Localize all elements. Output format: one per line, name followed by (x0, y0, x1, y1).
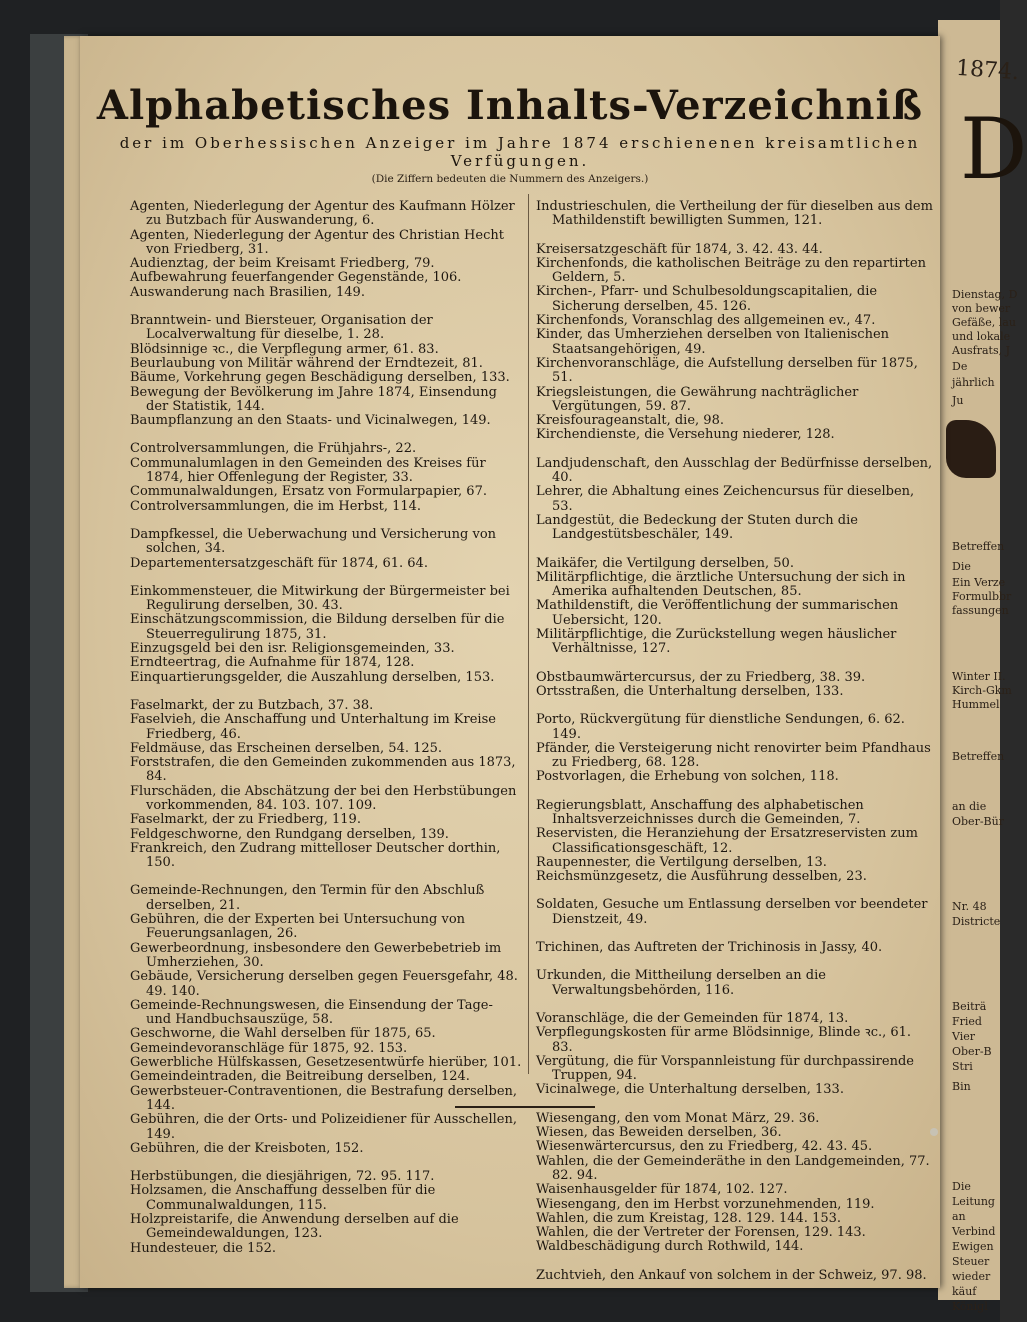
index-entry: Reichsmünzgesetz, die Ausführung desselben, 23. (536, 869, 867, 885)
index-entry: Gewerbeordnung, insbesondere den Gewerbebetrieb im Umherziehen, 30. (130, 940, 502, 970)
pointing-hand-icon (946, 420, 996, 478)
index-entry: Maikäfer, die Vertilgung derselben, 50. (536, 555, 794, 571)
index-group (130, 699, 522, 871)
index-entry: Agenten, Niederlegung der Agentur des Christian Hecht von Friedberg, 31. (130, 227, 504, 257)
index-entry: Flurschäden, die Abschätzung der bei den Herbstübungen vorkommenden, 84. 103. 107. 109. (130, 783, 517, 813)
facing-page-fragment: von bewer (952, 302, 1011, 315)
index-entry: Postvorlagen, die Erhebung von solchen, 118. (536, 769, 839, 785)
index-entry: Feldgeschworne, den Rundgang derselben, 139. (130, 826, 449, 842)
index-entry: Kirchenfonds, Voranschlag des allgemeinen ev., 47. (536, 313, 876, 329)
facing-page-fragment: Hummel (952, 698, 1000, 711)
facing-page-fragment: Die (952, 1180, 971, 1193)
index-entry: Einkommensteuer, die Mitwirkung der Bürgermeister bei Regulirung derselben, 30. 43. (130, 583, 510, 614)
facing-page-fragment: Ewigen (952, 1240, 994, 1253)
facing-page-fragment: fassungen (952, 604, 1009, 617)
facing-page-fragment: Ein Verze (952, 576, 1006, 589)
facing-page-fragment: Bin (952, 1080, 971, 1093)
index-entry: Erndteertrag, die Aufnahme für 1874, 128. (130, 655, 415, 671)
index-entry: Soldaten, Gesuche um Entlassung derselben vor beendeter Dienstzeit, 49. (536, 897, 928, 927)
facing-page-fragment: Königl (952, 1300, 988, 1313)
index-group (536, 1012, 934, 1098)
index-entry: Forststrafen, die den Gemeinden zukommenden aus 1873, 84. (130, 755, 516, 785)
index-group (536, 898, 934, 927)
index-entry: Gebühren, die der Orts- und Polizeidiener für Ausschellen, 149. (130, 1112, 517, 1142)
index-column-right (536, 200, 934, 1297)
facing-page-fragment: De (952, 360, 968, 373)
index-entry: Faselvieh, die Anschaffung und Unterhaltung im Kreise Friedberg, 46. (130, 712, 496, 742)
index-entry: Frankreich, den Zudrang mittelloser Deutscher dorthin, 150. (130, 840, 501, 871)
index-entry: Gebäude, Versicherung derselben gegen Feuersgefahr, 48. 49. 140. (130, 969, 518, 999)
index-entry: Controlversammlungen, die Frühjahrs-, 22. (130, 441, 417, 457)
index-entry: Regierungsblatt, Anschaffung des alphabetischen Inhaltsverzeichnisses durch die Gemeinden, 7. (536, 797, 864, 827)
index-group (130, 200, 522, 300)
facing-page-fragment: Ober-Bür (952, 815, 1004, 828)
facing-page-fragment: Stri (952, 1060, 973, 1073)
facing-page-fragment: Kirch-Gkm (952, 684, 1012, 697)
index-entry: Faselmarkt, der zu Friedberg, 119. (130, 812, 361, 828)
index-entry: Holzsamen, die Anschaffung desselben für die Communalwaldungen, 115. (130, 1183, 436, 1213)
page-note: (Die Ziffern bedeuten die Nummern des Anzeigers.) (371, 173, 649, 185)
facing-page-fragment: Winter II. (952, 670, 1006, 683)
facing-page-fragment: Betreffen (952, 540, 1005, 553)
page-subtitle: der im Oberhessischen Anzeiger im Jahre 1874 erschienenen kreisamtlichen Verfügungen. (119, 134, 921, 170)
index-entry: Militärpflichtige, die Zurückstellung wegen häuslicher Verhältnisse, 127. (536, 627, 897, 657)
index-column-left (130, 200, 522, 1270)
index-group (130, 585, 522, 685)
index-entry: Wahlen, die der Gemeinderäthe in den Landgemeinden, 77. 82. 94. (536, 1153, 930, 1183)
index-entry: Kreisfourageanstalt, die, 98. (536, 413, 724, 429)
index-entry: Porto, Rückvergütung für dienstliche Sendungen, 6. 62. 149. (536, 712, 905, 742)
page-title: Alphabetisches Inhalts-Verzeichniß (96, 82, 924, 129)
index-entry: Kinder, das Umherziehen derselben von Italienischen Staatsangehörigen, 49. (536, 327, 890, 357)
facing-page-fragment: Vier (952, 1030, 976, 1043)
index-group (536, 557, 934, 657)
index-entry: Wahlen, die der Vertreter der Forensen, 129. 143. (536, 1225, 866, 1241)
facing-page-fragment: Ober-B (952, 1045, 992, 1058)
index-group (536, 457, 934, 543)
facing-page-year: 1874. (955, 55, 1020, 86)
pin-hole (930, 1128, 938, 1136)
index-entry: Pfänder, die Versteigerung nicht renovirter beim Pfandhaus zu Friedberg, 68. 128. (536, 740, 931, 771)
index-entry: Voranschläge, die der Gemeinden für 1874, 13. (536, 1010, 849, 1026)
index-entry: Ortsstraßen, die Unterhaltung derselben, 133. (536, 683, 844, 699)
index-entry: Baumpflanzung an den Staats- und Vicinalwegen, 149. (130, 413, 491, 429)
index-group (130, 314, 522, 428)
index-entry: Verpflegungskosten für arme Blödsinnige, Blinde ꝛc., 61. 83. (536, 1025, 912, 1055)
index-entry: Gemeindeintraden, die Beitreibung derselben, 124. (130, 1069, 470, 1085)
facing-page-fragment: Formulbbr (952, 590, 1012, 603)
index-entry: Wahlen, die zum Kreistag, 128. 129. 144. 153. (536, 1210, 842, 1226)
index-entry: Beurlaubung von Militär während der Erndtezeit, 81. (130, 355, 483, 371)
index-entry: Kirchendienste, die Versehung niederer, 128. (536, 427, 835, 443)
index-group (130, 884, 522, 1156)
index-entry: Agenten, Niederlegung der Agentur des Kaufmann Hölzer zu Butzbach für Auswanderung, 6. (130, 199, 515, 229)
index-entry: Gebühren, die der Kreisboten, 152. (130, 1140, 364, 1156)
index-entry: Gewerbsteuer-Contraventionen, die Bestrafung derselben, 144. (130, 1083, 518, 1113)
index-entry: Waisenhausgelder für 1874, 102. 127. (536, 1182, 788, 1198)
facing-page-fragment: käuf (952, 1285, 977, 1298)
column-divider (528, 194, 529, 1074)
index-entry: Lehrer, die Abhaltung eines Zeichencursus für dieselben, 53. (536, 484, 915, 514)
facing-page-fragment: Verbind (952, 1225, 996, 1238)
index-entry: Kirchenvoranschläge, die Aufstellung derselben für 1875, 51. (536, 355, 918, 386)
index-entry: Departementersatzgeschäft für 1874, 61. 64. (130, 555, 428, 571)
index-entry: Wiesen, das Beweiden derselben, 36. (536, 1125, 782, 1141)
facing-page-fragment: wieder (952, 1270, 991, 1283)
facing-page-fragment: Fried (952, 1015, 982, 1028)
index-entry: Kriegsleistungen, die Gewährung nachträglicher Vergütungen, 59. 87. (536, 384, 859, 414)
facing-page-fragment: an die (952, 800, 987, 813)
facing-page-initial: D (960, 100, 1027, 198)
facing-page-fragment: Betreffen (952, 750, 1005, 763)
index-entry: Reservisten, die Heranziehung der Ersatzreservisten zum Classificationsgeschäft, 12. (536, 826, 918, 856)
index-group (536, 243, 934, 443)
index-entry: Landgestüt, die Bedeckung der Stuten durch die Landgestütsbeschäler, 149. (536, 512, 858, 543)
index-group (536, 1112, 934, 1255)
index-group (536, 200, 934, 229)
facing-page-fragment: Nr. 48 (952, 900, 987, 913)
facing-page-fragment: Ausfrats, J (952, 344, 1011, 357)
index-entry: Einquartierungsgelder, die Auszahlung derselben, 153. (130, 669, 495, 685)
index-entry: Wiesengang, den vom Monat März, 29. 36. (536, 1110, 820, 1126)
facing-page-fragment: Steuer (952, 1255, 990, 1268)
index-group (536, 969, 934, 998)
index-group (536, 941, 934, 955)
index-entry: Communalwaldungen, Ersatz von Formularpapier, 67. (130, 484, 487, 500)
index-group (130, 1170, 522, 1256)
index-entry: Communalumlagen in den Gemeinden des Kreises für 1874, hier Offenlegung der Register, 33. (130, 455, 486, 486)
index-entry: Raupennester, die Vertilgung derselben, 13. (536, 854, 827, 870)
index-entry: Trichinen, das Auftreten der Trichinosis in Jassy, 40. (536, 940, 883, 956)
index-entry: Gemeinde-Rechnungswesen, die Einsendung der Tage- und Handbuchsauszüge, 58. (130, 997, 493, 1028)
index-entry: Wiesengang, den im Herbst vorzunehmenden, 119. (536, 1196, 875, 1212)
index-entry: Bewegung der Bevölkerung im Jahre 1874, Einsendung der Statistik, 144. (130, 384, 497, 414)
index-entry: Herbstübungen, die diesjährigen, 72. 95. 117. (130, 1169, 435, 1185)
index-group (130, 528, 522, 571)
facing-page-fragment: Ju (952, 394, 964, 407)
index-group (130, 442, 522, 513)
facing-page-fragment: Beiträ (952, 1000, 987, 1013)
facing-page-fragment: Die (952, 560, 971, 573)
facing-page-fragment: Gefäße, lau (952, 316, 1016, 329)
index-entry: Mathildenstift, die Veröffentlichung der summarischen Uebersicht, 120. (536, 598, 899, 628)
facing-page-fragment: Leitung (952, 1195, 995, 1208)
index-entry: Waldbeschädigung durch Rothwild, 144. (536, 1239, 804, 1255)
index-entry: Vicinalwege, die Unterhaltung derselben, 133. (536, 1082, 844, 1098)
index-entry: Faselmarkt, der zu Butzbach, 37. 38. (130, 697, 374, 713)
index-entry: Gebühren, die der Experten bei Untersuchung von Feuerungsanlagen, 26. (130, 912, 466, 942)
facing-page-fragment: an (952, 1210, 966, 1223)
index-entry: Landjudenschaft, den Ausschlag der Bedürfnisse derselben, 40. (536, 455, 933, 486)
index-entry: Dampfkessel, die Ueberwachung und Versicherung von solchen, 34. (130, 526, 497, 557)
index-group (536, 1269, 934, 1283)
index-entry: Auswanderung nach Brasilien, 149. (130, 284, 365, 300)
index-entry: Obstbaumwärtercursus, der zu Friedberg, 38. 39. (536, 669, 866, 685)
facing-page-fragment: und lokale (952, 330, 1011, 343)
index-entry: Militärpflichtige, die ärztliche Untersuchung der sich in Amerika aufhaltenden Deutschen, 85. (536, 569, 906, 600)
index-entry: Holzpreistarife, die Anwendung derselben auf die Gemeindewaldungen, 123. (130, 1212, 459, 1242)
index-entry: Kreisersatzgeschäft für 1874, 3. 42. 43. 44. (536, 241, 823, 257)
index-entry: Audienztag, der beim Kreisamt Friedberg, 79. (130, 256, 435, 272)
index-entry: Gewerbliche Hülfskassen, Gesetzesentwürfe hierüber, 101. (130, 1055, 522, 1071)
index-entry: Blödsinnige ꝛc., die Verpflegung armer, 61. 83. (130, 341, 439, 357)
index-entry: Industrieschulen, die Vertheilung der für dieselben aus dem Mathildenstift bewilligten Summen, 121. (536, 199, 933, 229)
facing-page-fragment: Districte (952, 915, 1001, 928)
index-entry: Branntwein- und Biersteuer, Organisation der Localverwaltung für dieselbe, 1. 28. (130, 313, 433, 343)
index-entry: Zuchtvieh, den Ankauf von solchem in der Schweiz, 97. 98. (536, 1267, 927, 1283)
index-entry: Bäume, Vorkehrung gegen Beschädigung derselben, 133. (130, 370, 510, 386)
index-group (536, 713, 934, 784)
index-entry: Vergütung, die für Vorspannleistung für durchpassirende Truppen, 94. (536, 1053, 914, 1084)
facing-page-fragment: jährlich (952, 376, 995, 389)
index-entry: Feldmäuse, das Erscheinen derselben, 54. 125. (130, 740, 443, 756)
end-rule (455, 1106, 595, 1108)
index-entry: Wiesenwärtercursus, den zu Friedberg, 42. 43. 45. (536, 1139, 873, 1155)
index-entry: Hundesteuer, die 152. (130, 1240, 277, 1256)
index-entry: Einzugsgeld bei den isr. Religionsgemeinden, 33. (130, 641, 455, 657)
index-group (536, 671, 934, 700)
index-entry: Controlversammlungen, die im Herbst, 114. (130, 498, 422, 514)
index-entry: Gemeindevoranschläge für 1875, 92. 153. (130, 1040, 408, 1056)
facing-page (938, 20, 1027, 1313)
index-group (536, 799, 934, 885)
index-entry: Aufbewahrung feuerfangender Gegenstände, 106. (130, 270, 462, 286)
index-entry: Kirchen-, Pfarr- und Schulbesoldungscapitalien, die Sicherung derselben, 45. 126. (536, 284, 878, 314)
index-entry: Kirchenfonds, die katholischen Beiträge zu den repartirten Geldern, 5. (536, 255, 926, 286)
index-entry: Einschätzungscommission, die Bildung derselben für die Steuerregulirung 1875, 31. (130, 612, 505, 642)
facing-page-fragment: Dienstag, D (952, 288, 1018, 301)
index-entry: Geschworne, die Wahl derselben für 1875, 65. (130, 1026, 436, 1042)
index-entry: Gemeinde-Rechnungen, den Termin für den Abschluß derselben, 21. (130, 883, 485, 913)
index-entry: Urkunden, die Mittheilung derselben an die Verwaltungsbehörden, 116. (536, 968, 826, 998)
